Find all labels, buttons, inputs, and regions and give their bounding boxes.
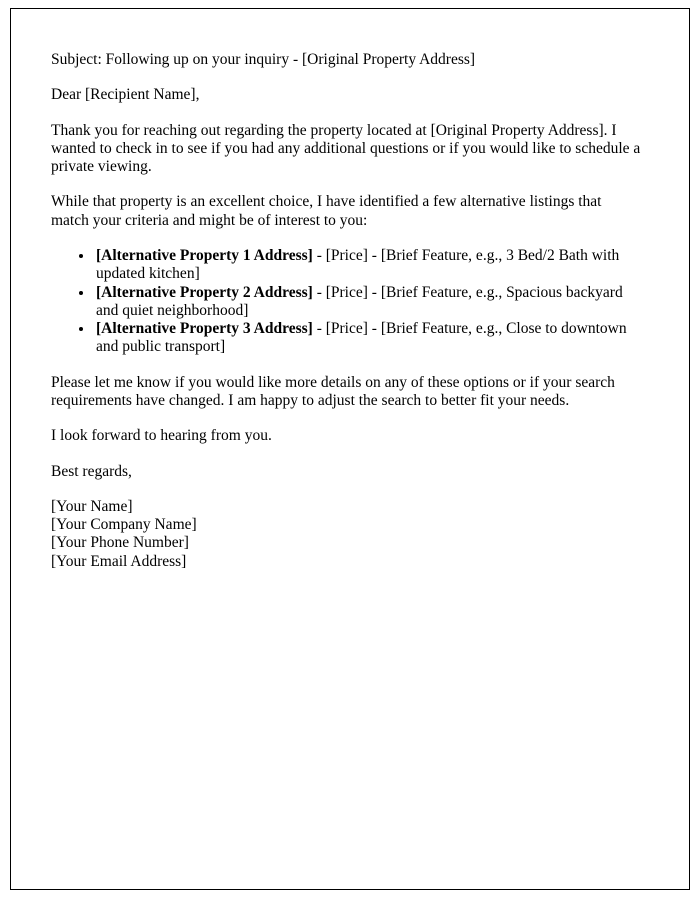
- list-item: [94, 284, 641, 321]
- signature-company: [Your Company Name]: [51, 516, 197, 534]
- list-item: [94, 320, 641, 357]
- property-detail-text: - [Price] - [Brief Feature, e.g., Spacious backyard and quiet neighborhood]: [96, 283, 623, 319]
- paragraph-look-forward: I look forward to hearing from you.: [51, 427, 272, 445]
- signature-phone: [Your Phone Number]: [51, 534, 189, 552]
- property-detail-text: - [Price] - [Brief Feature, e.g., 3 Bed/2 Bath with updated kitchen]: [96, 246, 620, 283]
- subject-line: Subject: Following up on your inquiry - [Original Property Address]: [51, 51, 476, 68]
- signature-email: [Your Email Address]: [51, 552, 187, 570]
- property-address-bold: [Alternative Property 3 Address]: [96, 320, 313, 338]
- sign-off: Best regards,: [51, 462, 132, 480]
- paragraph-details-request: Please let me know if you would like more details on any of these options or if your search requirements have changed. I am happy to adjust the search to better fit your needs.: [51, 373, 615, 409]
- salutation: Dear [Recipient Name],: [51, 86, 200, 104]
- paragraph-intro: Thank you for reaching out regarding the property located at [Original Property Address]. I wanted to check in to see if you had any additional questions or if you would like to schedule a private viewing.: [51, 121, 641, 176]
- list-item: [94, 247, 641, 284]
- property-address-bold: [Alternative Property 2 Address]: [96, 283, 313, 301]
- property-detail-text: - [Price] - [Brief Feature, e.g., Close to downtown and public transport]: [96, 320, 627, 356]
- alternative-listings: [51, 247, 641, 357]
- signature-name: [Your Name]: [51, 497, 133, 515]
- property-address-bold: [Alternative Property 1 Address]: [96, 246, 313, 264]
- paragraph-alternatives-lead: While that property is an excellent choice, I have identified a few alternative listings that match your criteria and might be of interest to you:: [51, 193, 602, 229]
- letter-page: [10, 8, 690, 890]
- signature-block: [51, 498, 641, 571]
